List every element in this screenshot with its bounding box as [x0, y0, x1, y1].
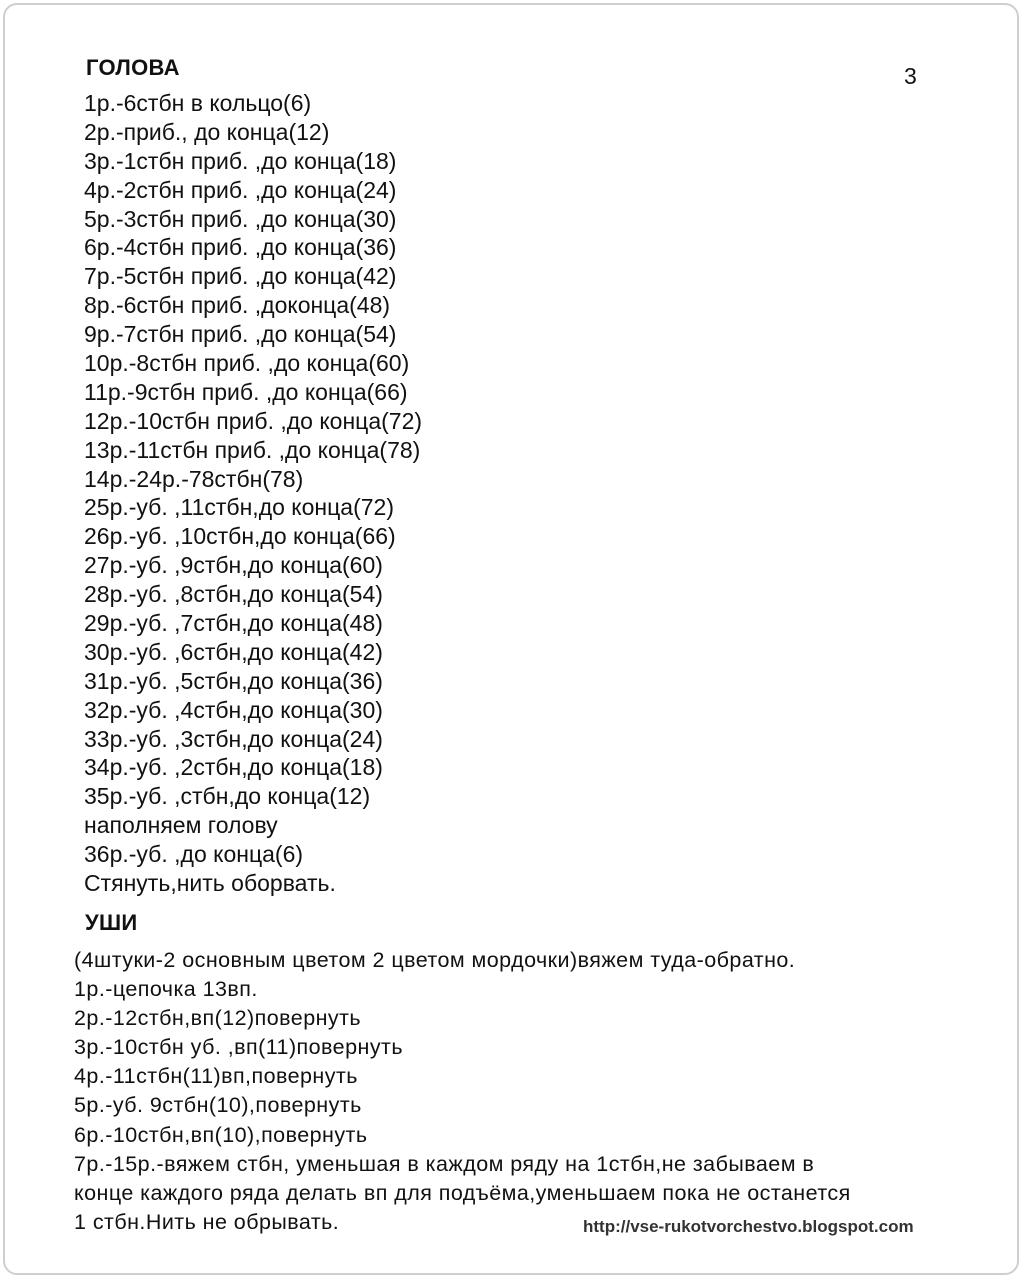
head-instruction-line: 25р.-уб. ,11стбн,до конца(72)	[84, 494, 394, 521]
ears-instruction-line: 1 стбн.Нить не обрывать.	[74, 1209, 340, 1234]
head-instruction-line: 12р.-10стбн приб. ,до конца(72)	[84, 407, 423, 434]
ears-instruction-line: 1р.-цепочка 13вп.	[74, 977, 258, 1002]
head-instruction-line: 5р.-3стбн приб. ,до конца(30)	[84, 205, 397, 232]
head-instruction-line: 32р.-уб. ,4стбн,до конца(30)	[84, 696, 383, 723]
head-instruction-line: 14р.-24р.-78стбн(78)	[84, 465, 304, 492]
ears-instruction-line: 4р.-11стбн(11)вп,повернуть	[74, 1064, 358, 1089]
ears-instruction-line: 2р.-12стбн,вп(12)повернуть	[74, 1006, 362, 1031]
ears-instruction-line: 7р.-15р.-вяжем стбн, уменьшая в каждом ряду на 1стбн,не забываем в	[74, 1151, 815, 1176]
head-instruction-line: 2р.-приб., до конца(12)	[84, 118, 330, 145]
head-instruction-line: наполняем голову	[84, 812, 278, 839]
head-instructions-list	[84, 89, 422, 898]
head-instruction-line: 8р.-6стбн приб. ,доконца(48)	[84, 292, 391, 319]
head-instruction-line: 36р.-уб. ,до конца(6)	[84, 841, 304, 868]
head-instruction-line: 31р.-уб. ,5стбн,до конца(36)	[84, 667, 383, 694]
head-instruction-line: 29р.-уб. ,7стбн,до конца(48)	[84, 610, 383, 637]
ears-section-title: УШИ	[85, 910, 138, 935]
ears-instruction-line: 3р.-10стбн уб. ,вп(11)повернуть	[74, 1035, 403, 1060]
head-instruction-line: 34р.-уб. ,2стбн,до конца(18)	[84, 754, 383, 781]
ears-instructions-block	[74, 946, 954, 1237]
ears-instruction-line: 6р.-10стбн,вп(10),повернуть	[74, 1122, 368, 1147]
head-instruction-line: 27р.-уб. ,9стбн,до конца(60)	[84, 552, 383, 579]
ears-instruction-line: 5р.-уб. 9стбн(10),повернуть	[74, 1093, 362, 1118]
head-instruction-line: 6р.-4стбн приб. ,до конца(36)	[84, 234, 397, 261]
head-instruction-line: 7р.-5стбн приб. ,до конца(42)	[84, 263, 397, 290]
head-instruction-line: Стянуть,нить оборвать.	[84, 870, 336, 897]
head-instruction-line: 1р.-6стбн в кольцо(6)	[84, 90, 312, 116]
head-instruction-line: 10р.-8стбн приб. ,до конца(60)	[84, 350, 410, 377]
page-sheet	[3, 3, 1019, 1275]
ears-instruction-line: (4штуки-2 основным цветом 2 цветом мордочки)вяжем туда-обратно.	[74, 948, 796, 972]
head-section-title: ГОЛОВА	[86, 55, 180, 80]
head-instruction-line: 26р.-уб. ,10стбн,до конца(66)	[84, 523, 396, 550]
head-instruction-line: 28р.-уб. ,8стбн,до конца(54)	[84, 581, 383, 608]
page-number: 3	[904, 63, 918, 89]
head-instruction-line: 9р.-7стбн приб. ,до конца(54)	[84, 321, 397, 348]
head-instruction-line: 35р.-уб. ,стбн,до конца(12)	[84, 783, 371, 810]
head-instruction-line: 11р.-9стбн приб. ,до конца(66)	[84, 378, 408, 405]
head-instruction-line: 30р.-уб. ,6стбн,до конца(42)	[84, 638, 383, 665]
head-instruction-line: 33р.-уб. ,3стбн,до конца(24)	[84, 725, 383, 752]
head-instruction-line: 3р.-1стбн приб. ,до конца(18)	[84, 147, 397, 174]
source-url: http://vse-rukotvorchestvo.blogspot.com	[583, 1217, 914, 1236]
head-instruction-line: 13р.-11стбн приб. ,до конца(78)	[84, 436, 421, 463]
ears-instruction-line: конце каждого ряда делать вп для подъёма,уменьшаем пока не останется	[74, 1180, 851, 1205]
head-instruction-line: 4р.-2стбн приб. ,до конца(24)	[84, 176, 397, 203]
